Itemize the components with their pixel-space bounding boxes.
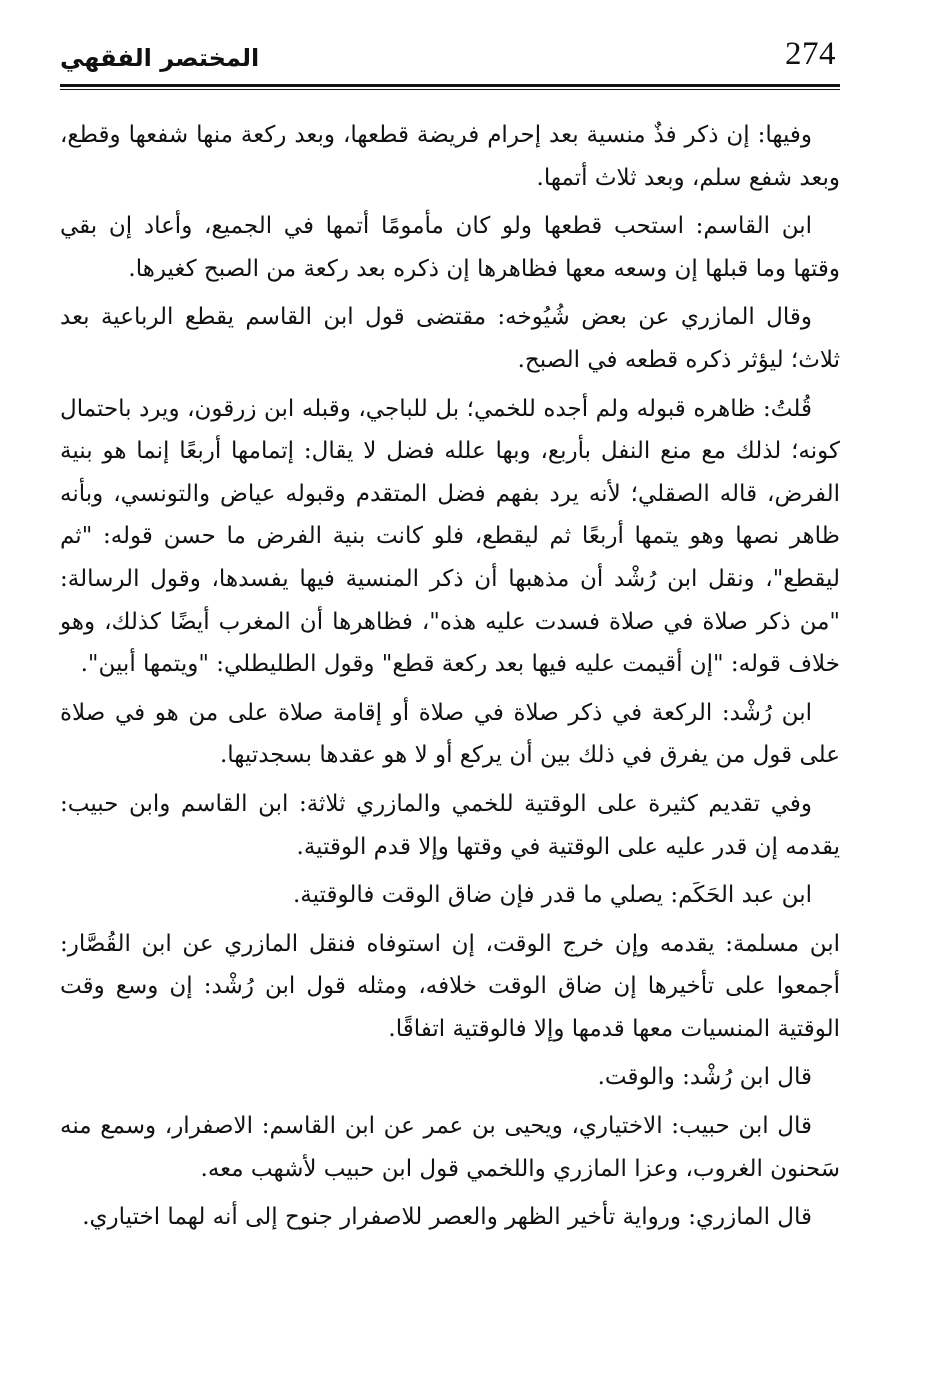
paragraph-9: قال ابن رُشْد: والوقت. — [597, 1064, 812, 1091]
header-rule — [60, 84, 840, 90]
page-number: 274 — [785, 36, 836, 72]
running-title: المختصر الفقهي — [60, 44, 260, 72]
page-header — [60, 28, 840, 86]
paragraph-5: ابن رُشْد: الركعة في ذكر صلاة في صلاة أو إقامة صلاة على من هو في صلاة على قول من يفرق في ذلك بين أن يركع أو لا هو عقدها بسجدتيها. — [60, 699, 840, 769]
book-page — [60, 28, 840, 1358]
page-body — [60, 114, 840, 1245]
paragraph-4: قُلتُ: ظاهره قبوله ولم أجده للخمي؛ بل للباجي، وقبله ابن زرقون، ويرد باحتمال كونه؛ لذلك مع منع النفل بأربع، وبها علله فضل لا يقال: إتمامها أربعًا إنما هو بنية الفرض، قاله الصقلي؛ لأنه يرد بفهم فضل المتقدم وقبوله عياض والتونسي، وبأنه ظاهر نصها وهو يتمها أربعًا ثم ليقطع، فلو كانت بنية الفرض ما حسن قوله: "ثم ليقطع"، ونقل ابن رُشْد أن مذهبها أن ذكر المنسية فيها يفسدها، وقول الرسالة: "من ذكر صلاة في صلاة فسدت عليه هذه"، فظاهرها أن المغرب أيضًا كذلك، وهو خلاف قوله: "إن أقيمت عليه فيها بعد ركعة قطع" وقول الطليطلي: "ويتمها أبين". — [60, 395, 840, 678]
paragraph-1: وفيها: إن ذكر فذٌ منسية بعد إحرام فريضة قطعها، وبعد ركعة منها شفعها وقطع، وبعد شفع سلم، وبعد ثلاث أتمها. — [60, 122, 840, 191]
paragraph-6: وفي تقديم كثيرة على الوقتية للخمي والمازري ثلاثة: ابن القاسم وابن حبيب: يقدمه إن قدر عليه على الوقتية في وقتها وإلا قدم الوقتية. — [60, 790, 840, 860]
paragraph-2: ابن القاسم: استحب قطعها ولو كان مأمومًا أتمها في الجميع، وأعاد إن بقي وقتها وما قبلها إن وسعه معها فظاهرها إن ذكره بعد ركعة من الصبح كغيرها. — [60, 213, 840, 282]
paragraph-11: قال المازري: ورواية تأخير الظهر والعصر للاصفرار جنوح إلى أنه لهما اختياري. — [82, 1204, 812, 1231]
paragraph-7: ابن عبد الحَكَم: يصلي ما قدر فإن ضاق الوقت فالوقتية. — [292, 882, 812, 909]
paragraph-10: قال ابن حبيب: الاختياري، ويحيى بن عمر عن ابن القاسم: الاصفرار، وسمع منه سَحنون الغروب، وعزا المازري واللخمي قول ابن حبيب لأشهب معه. — [60, 1113, 840, 1182]
paragraph-8: ابن مسلمة: يقدمه وإن خرج الوقت، إن استوفاه فنقل المازري عن ابن القُصَّار: أجمعوا على تأخيرها إن ضاق الوقت خلافه، ومثله قول ابن رُشْد: إن وسع وقت الوقتية المنسيات معها قدمها وإلا فالوقتية اتفاقًا. — [60, 930, 840, 1042]
paragraph-3: وقال المازري عن بعض شُيُوخه: مقتضى قول ابن القاسم يقطع الرباعية بعد ثلاث؛ ليؤثر ذكره قطعه في الصبح. — [60, 304, 840, 373]
